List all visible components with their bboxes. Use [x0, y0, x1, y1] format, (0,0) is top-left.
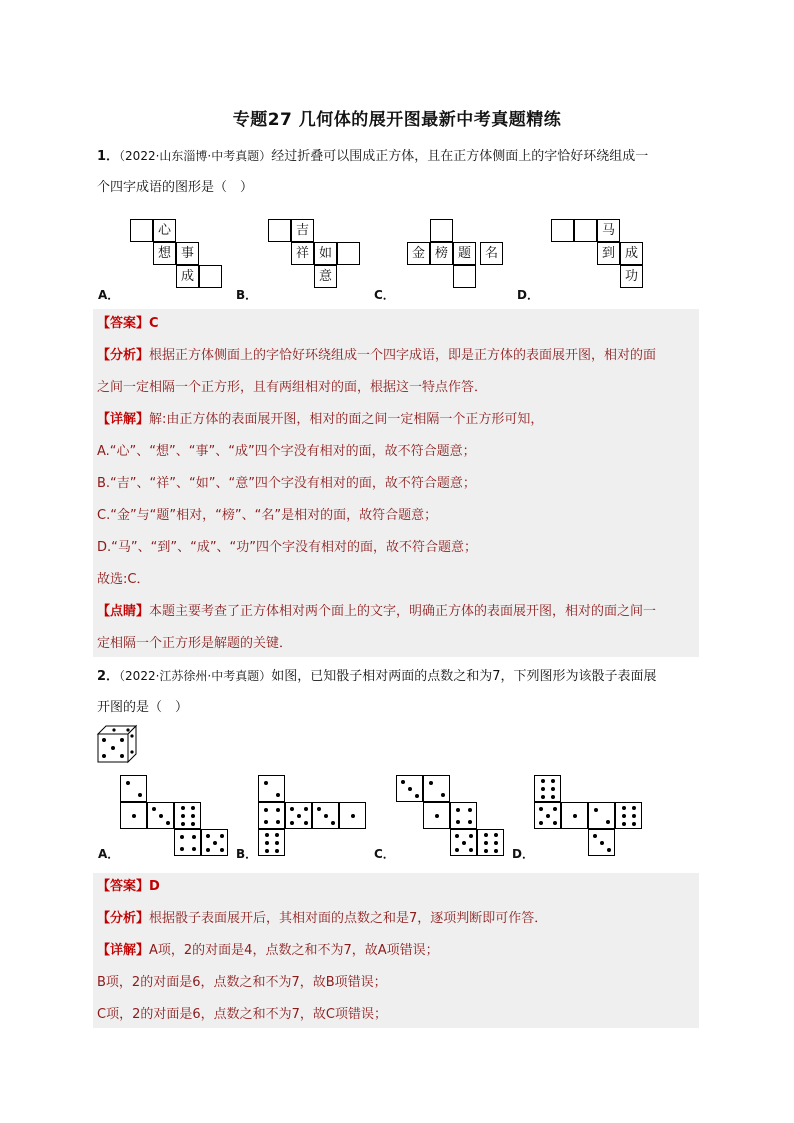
- option-label-a: A．: [98, 847, 120, 861]
- pip: [456, 820, 460, 824]
- pip: [265, 841, 269, 845]
- option-label-b: B．: [236, 847, 258, 861]
- pip: [132, 814, 136, 818]
- pip: [494, 841, 498, 845]
- pip: [181, 806, 185, 810]
- q2-answer: 【答案】D: [97, 879, 160, 894]
- pip: [539, 807, 543, 811]
- net-cell: [453, 265, 476, 288]
- net-cell: 到: [597, 242, 620, 265]
- pip: [220, 848, 224, 852]
- net-cell: 马: [597, 219, 620, 242]
- question-2-line-1: [97, 666, 657, 687]
- die-face: [312, 802, 339, 829]
- pip: [622, 806, 626, 810]
- pip: [304, 807, 308, 811]
- question-stem: 经过折叠可以围成正方体，且在正方体侧面上的字恰好环绕组成一: [271, 149, 649, 164]
- pip: [539, 821, 543, 825]
- pip: [126, 781, 130, 785]
- pip: [553, 821, 557, 825]
- net-cell: 功: [620, 265, 643, 288]
- net-cell: [268, 219, 291, 242]
- pip: [468, 820, 472, 824]
- pip: [632, 814, 636, 818]
- pip: [469, 848, 473, 852]
- pip: [429, 781, 433, 785]
- pip: [181, 814, 185, 818]
- pip: [622, 814, 626, 818]
- pip: [551, 787, 555, 791]
- pip: [206, 834, 210, 838]
- page-title: 专题27 几何体的展开图最新中考真题精练: [232, 110, 562, 130]
- pip: [191, 814, 195, 818]
- net-cell: [574, 219, 597, 242]
- net-cell: 如: [314, 242, 337, 265]
- pip: [159, 814, 163, 818]
- question-source: （2022·江苏徐州·中考真题）: [119, 669, 272, 683]
- die-face: [396, 775, 423, 802]
- q2-detail-b: B项，2的对面是6，点数之和不为7，故B项错误；: [97, 975, 387, 990]
- die-illustration: [96, 724, 140, 764]
- pip: [275, 841, 279, 845]
- pip: [541, 795, 545, 799]
- q1-analysis-2: 之间一定相隔一个正方形，且有两组相对的面，根据这一特点作答．: [97, 380, 488, 395]
- q1-detail-a: A.“心”、“想”、“事”、“成”四个字没有相对的面，故不符合题意；: [97, 444, 476, 459]
- pip: [632, 822, 636, 826]
- die-face: [339, 802, 366, 829]
- question-2-line-2: 开图的是（ ）: [97, 700, 189, 715]
- option-label-d: D．: [517, 288, 539, 302]
- pip: [622, 822, 626, 826]
- pip: [469, 834, 473, 838]
- pip: [484, 841, 488, 845]
- die-face: [450, 802, 477, 829]
- die-face: [588, 802, 615, 829]
- pip: [553, 807, 557, 811]
- pip: [351, 814, 355, 818]
- option-label-a: A．: [98, 288, 120, 302]
- pip: [276, 820, 280, 824]
- q2-detail-a: 【详解】A项，2的对面是4，点数之和不为7，故A项错误；: [97, 943, 439, 958]
- pip: [166, 821, 170, 825]
- pip: [192, 835, 196, 839]
- net-cell: 心: [153, 219, 176, 242]
- pip: [304, 821, 308, 825]
- die-face: [534, 802, 561, 829]
- pip: [264, 820, 268, 824]
- die-face: [174, 829, 201, 856]
- pip: [551, 779, 555, 783]
- q1-answer: 【答案】C: [97, 316, 159, 331]
- q1-detail-1: 【详解】解:由正方体的表面展开图，相对的面之间一定相隔一个正方形可知，: [97, 412, 544, 427]
- pip: [455, 834, 459, 838]
- question-1-line-2: 个四字成语的图形是（ ）: [97, 180, 254, 195]
- q2-analysis: 【分析】根据骰子表面展开后，其相对面的点数之和是7，逐项判断即可作答．: [97, 911, 548, 926]
- pip: [138, 793, 142, 797]
- pip: [494, 833, 498, 837]
- die-face: [561, 802, 588, 829]
- pip: [276, 808, 280, 812]
- question-1-line-1: [97, 146, 648, 167]
- net-cell: 意: [314, 265, 337, 288]
- pip: [331, 821, 335, 825]
- q1-comment-1: 【点睛】本题主要考查了正方体相对两个面上的文字，明确正方体的表面展开图，相对的面之间一: [97, 604, 657, 619]
- pip: [152, 807, 156, 811]
- q1-comment-2: 定相隔一个正方形是解题的关键．: [97, 636, 293, 651]
- pip: [415, 794, 419, 798]
- pip: [593, 834, 597, 838]
- pip: [573, 814, 577, 818]
- pip: [494, 849, 498, 853]
- pip: [180, 835, 184, 839]
- net-cell: 成: [620, 242, 643, 265]
- die-face: [174, 802, 201, 829]
- option-label-d: D．: [512, 847, 534, 861]
- net-cell: 题: [453, 242, 476, 265]
- die-face: [423, 802, 450, 829]
- pip: [276, 793, 280, 797]
- pip: [181, 822, 185, 826]
- net-cell: 名: [480, 242, 503, 265]
- pip: [408, 787, 412, 791]
- pip: [607, 848, 611, 852]
- pip: [456, 808, 460, 812]
- pip: [462, 841, 466, 845]
- net-cell: 榜: [430, 242, 453, 265]
- pip: [191, 822, 195, 826]
- pip: [435, 814, 439, 818]
- die-face: [258, 775, 285, 802]
- net-cell: 吉: [291, 219, 314, 242]
- q1-conclusion: 故选:C．: [97, 572, 150, 587]
- pip: [264, 781, 268, 785]
- pip: [220, 834, 224, 838]
- pip: [290, 807, 294, 811]
- net-cell: 成: [176, 265, 199, 288]
- die-face: [615, 802, 642, 829]
- pip: [594, 808, 598, 812]
- net-cell: [430, 219, 453, 242]
- pip: [324, 814, 328, 818]
- net-cell: [199, 265, 222, 288]
- die-face: [588, 829, 615, 856]
- pip: [275, 849, 279, 853]
- option-label-c: C．: [374, 288, 395, 302]
- pip: [206, 848, 210, 852]
- net-cell: [130, 219, 153, 242]
- pip: [606, 820, 610, 824]
- option-label-b: B．: [236, 288, 258, 302]
- die-face: [285, 802, 312, 829]
- question-stem: 如图，已知骰子相对两面的点数之和为7，下列图形为该骰子表面展: [271, 669, 657, 684]
- die-face: [147, 802, 174, 829]
- pip: [468, 808, 472, 812]
- net-cell: 金: [407, 242, 430, 265]
- die-face: [120, 775, 147, 802]
- pip: [191, 806, 195, 810]
- pip: [600, 841, 604, 845]
- pip: [541, 787, 545, 791]
- die-face: [120, 802, 147, 829]
- pip: [192, 847, 196, 851]
- pip: [265, 833, 269, 837]
- pip: [455, 848, 459, 852]
- question-source: （2022·山东淄博·中考真题）: [119, 149, 272, 163]
- q1-detail-c: C.“金”与“题”相对，“榜”、“名”是相对的面，故符合题意；: [97, 508, 438, 523]
- net-cell: 事: [176, 242, 199, 265]
- pip: [264, 808, 268, 812]
- net-cell: [337, 242, 360, 265]
- pip: [484, 833, 488, 837]
- question-number: 2．: [97, 669, 120, 684]
- pip: [551, 795, 555, 799]
- die-face: [258, 802, 285, 829]
- pip: [441, 793, 445, 797]
- pip: [275, 833, 279, 837]
- die-face: [201, 829, 228, 856]
- q1-detail-d: D.“马”、“到”、“成”、“功”四个字没有相对的面，故不符合题意；: [97, 540, 478, 555]
- pip: [317, 807, 321, 811]
- pip: [180, 847, 184, 851]
- net-cell: 祥: [291, 242, 314, 265]
- die-face: [450, 829, 477, 856]
- pip: [484, 849, 488, 853]
- net-cell: [551, 219, 574, 242]
- pip: [213, 841, 217, 845]
- pip: [546, 814, 550, 818]
- die-face: [258, 829, 285, 856]
- pip: [265, 849, 269, 853]
- option-label-c: C．: [374, 847, 395, 861]
- q1-analysis-1: 【分析】根据正方体侧面上的字恰好环绕组成一个四字成语，即是正方体的表面展开图，相对的面: [97, 348, 657, 363]
- die-face: [477, 829, 504, 856]
- pip: [401, 780, 405, 784]
- pip: [541, 779, 545, 783]
- pip: [290, 821, 294, 825]
- net-cell: 想: [153, 242, 176, 265]
- pip: [297, 814, 301, 818]
- die-face: [423, 775, 450, 802]
- question-number: 1．: [97, 149, 120, 164]
- q2-detail-c: C项，2的对面是6，点数之和不为7，故C项错误；: [97, 1007, 387, 1022]
- pip: [632, 806, 636, 810]
- q1-detail-b: B.“吉”、“祥”、“如”、“意”四个字没有相对的面，故不符合题意；: [97, 476, 476, 491]
- die-face: [534, 775, 561, 802]
